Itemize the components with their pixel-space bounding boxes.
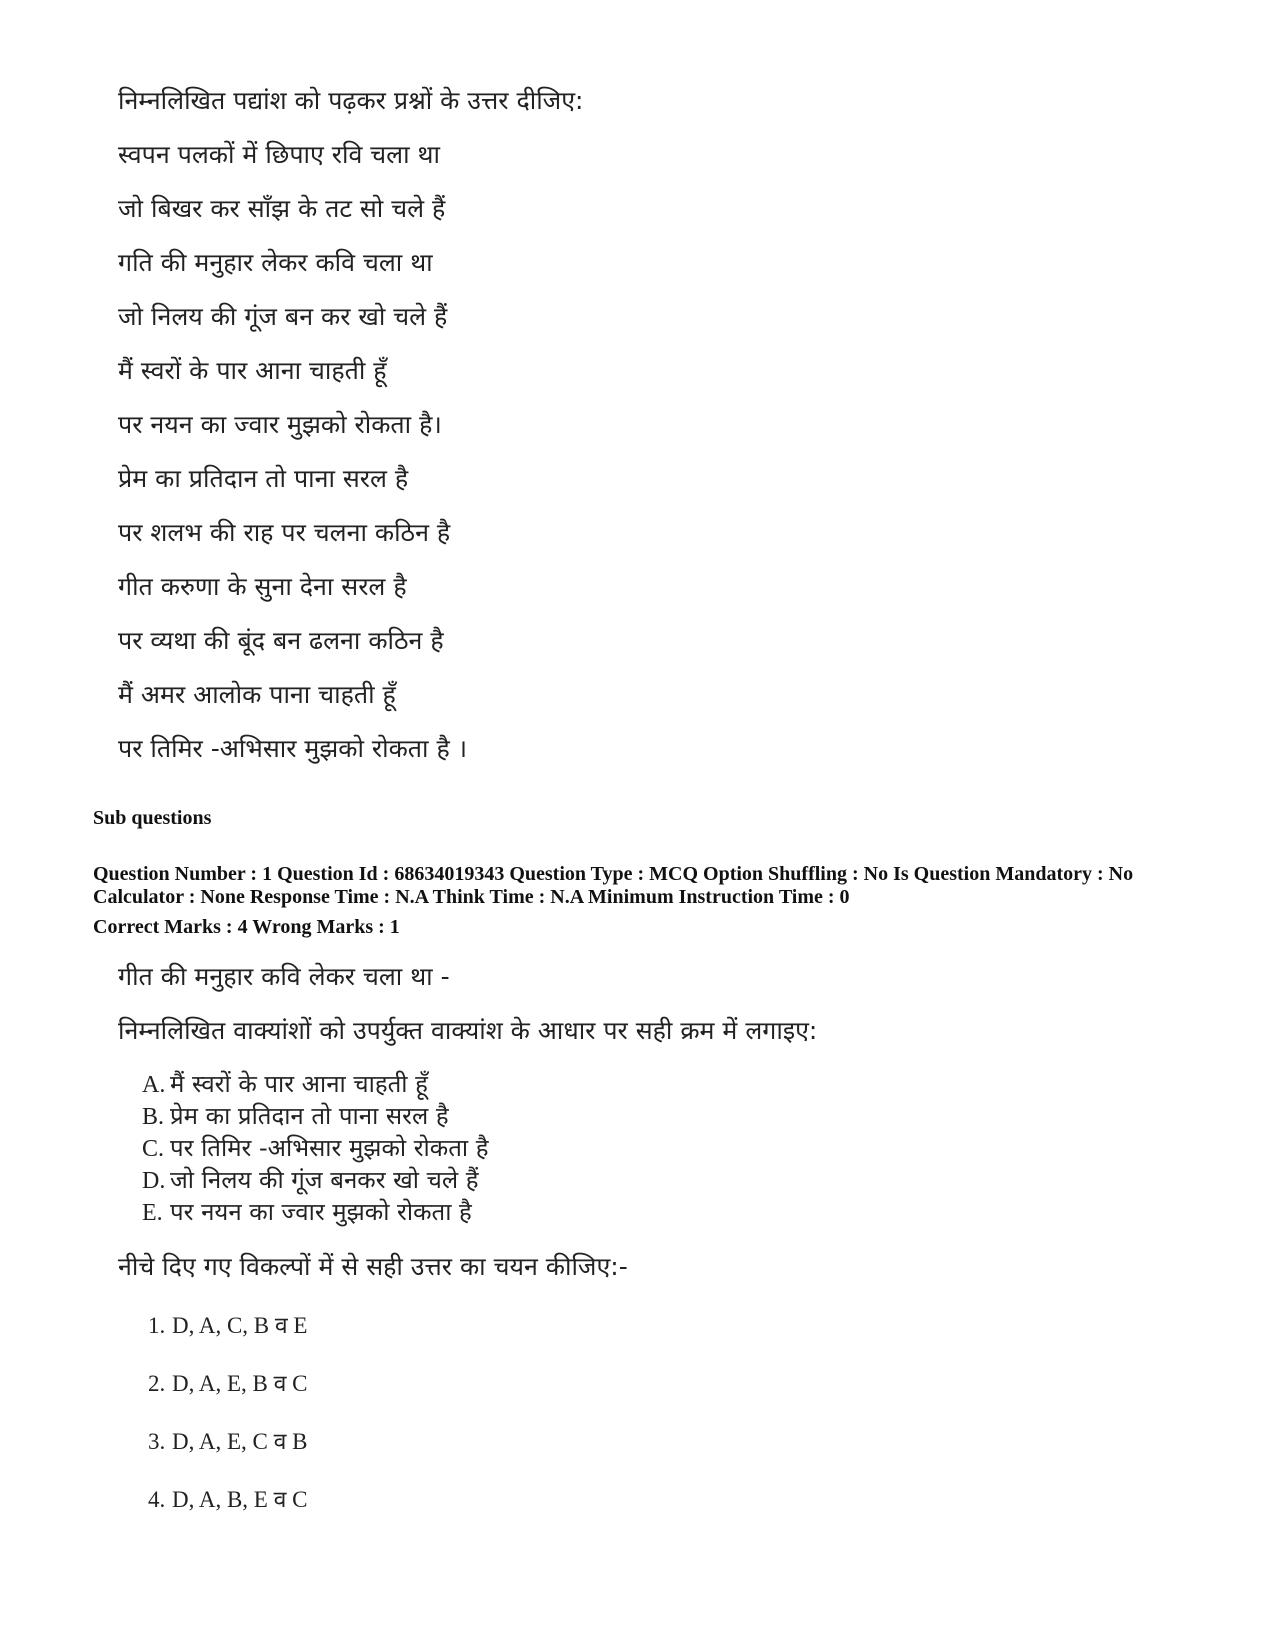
ordering-item-text: मैं स्वरों के पार आना चाहती हूँ: [170, 1070, 428, 1098]
ordering-item-key: A.: [142, 1072, 166, 1098]
ordering-item: [142, 1068, 428, 1101]
ordering-item-key: D.: [142, 1168, 166, 1194]
answer-option-number: 1.: [148, 1313, 166, 1338]
answer-option-text: D, A, C, B व E: [172, 1313, 308, 1338]
ordering-item-text: पर तिमिर -अभिसार मुझको रोकता है: [170, 1134, 489, 1162]
answer-option-text: D, A, E, B व C: [172, 1371, 308, 1396]
answer-option-text: D, A, B, E व C: [172, 1487, 308, 1512]
passage-line: पर नयन का ज्वार मुझको रोकता है।: [118, 410, 442, 439]
answer-option[interactable]: [148, 1486, 307, 1514]
ordering-item-text: जो निलय की गूंज बनकर खो चले हैं: [170, 1166, 479, 1194]
passage-line: स्वपन पलकों में छिपाए रवि चला था: [118, 140, 441, 169]
passage-instruction: निम्नलिखित पद्यांश को पढ़कर प्रश्नों के उत्तर दीजिए:: [118, 86, 584, 115]
ordering-item-key: B.: [142, 1104, 165, 1130]
answer-option[interactable]: [148, 1428, 307, 1456]
passage-line: प्रेम का प्रतिदान तो पाना सरल है: [118, 464, 409, 493]
passage-line: पर शलभ की राह पर चलना कठिन है: [118, 518, 451, 547]
question-meta: Question Number : 1 Question Id : 68634019343 Question Type : MCQ Option Shuffling : No Is Question Mandatory : No Calculator : None Response Time : N.A Think Time : N.A Minimum Instruction Time : 0: [93, 863, 1134, 908]
passage-line: पर व्यथा की बूंद बन ढलना कठिन है: [118, 626, 444, 655]
ordering-item-key: E.: [142, 1200, 163, 1226]
passage-line: गति की मनुहार लेकर कवि चला था: [118, 248, 433, 277]
ordering-item: [142, 1100, 449, 1133]
answer-option[interactable]: [148, 1312, 307, 1340]
sub-questions-heading: Sub questions: [93, 807, 212, 829]
ordering-item-text: प्रेम का प्रतिदान तो पाना सरल है: [170, 1102, 449, 1130]
answer-option-text: D, A, E, C व B: [172, 1429, 308, 1454]
ordering-item: [142, 1196, 472, 1229]
passage-line: जो निलय की गूंज बन कर खो चले हैं: [118, 302, 448, 331]
answer-option-number: 2.: [148, 1371, 166, 1396]
ordering-item: [142, 1164, 479, 1197]
question-marks: Correct Marks : 4 Wrong Marks : 1: [93, 916, 400, 938]
answer-option-number: 4.: [148, 1487, 166, 1512]
ordering-item: [142, 1132, 488, 1165]
passage-line: पर तिमिर -अभिसार मुझको रोकता है ।: [118, 734, 468, 763]
passage-line: मैं स्वरों के पार आना चाहती हूँ: [118, 356, 387, 385]
ordering-item-key: C.: [142, 1136, 165, 1162]
question-instruction: निम्नलिखित वाक्यांशों को उपर्युक्त वाक्यांश के आधार पर सही क्रम में लगाइए:: [118, 1016, 818, 1045]
choose-prompt: नीचे दिए गए विकल्पों में से सही उत्तर का चयन कीजिए:-: [118, 1252, 628, 1281]
passage-line: मैं अमर आलोक पाना चाहती हूँ: [118, 680, 396, 709]
answer-option[interactable]: [148, 1370, 307, 1398]
question-stem: गीत की मनुहार कवि लेकर चला था -: [118, 962, 450, 991]
passage-line: जो बिखर कर साँझ के तट सो चले हैं: [118, 194, 446, 223]
passage-line: गीत करुणा के सुना देना सरल है: [118, 572, 407, 601]
answer-option-number: 3.: [148, 1429, 166, 1454]
ordering-item-text: पर नयन का ज्वार मुझको रोकता है: [170, 1198, 472, 1226]
